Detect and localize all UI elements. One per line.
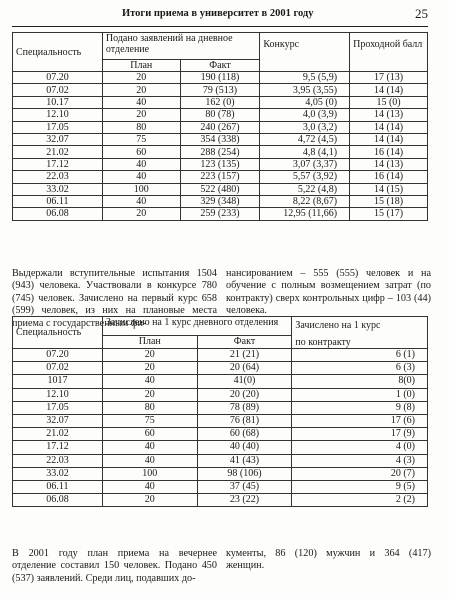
- table-cell: 4,0 (3,9): [260, 109, 350, 121]
- table-cell: 07.02: [13, 84, 103, 96]
- table-cell: 4,8 (4,1): [260, 146, 350, 158]
- table-cell: 40: [102, 96, 180, 108]
- col-plan: План: [102, 60, 180, 72]
- table-cell: 354 (338): [180, 133, 260, 145]
- table-cell: 06.11: [13, 480, 103, 493]
- table-cell: 98 (106): [197, 467, 292, 480]
- paragraph-evening-right: кументы, 86 (120) мужчин и 364 (417) женщин.: [226, 548, 431, 572]
- table-cell: 3,95 (3,55): [260, 84, 350, 96]
- table-cell: 40: [102, 375, 197, 388]
- table-cell: 14 (14): [350, 133, 428, 145]
- table-cell: 07.20: [13, 349, 103, 362]
- table-cell: 4,05 (0): [260, 96, 350, 108]
- col-konkurs: Конкурс: [260, 33, 350, 72]
- table-row: [13, 133, 428, 145]
- applications-table: [12, 32, 428, 221]
- table-cell: 9 (5): [292, 480, 428, 493]
- table-row: [13, 171, 428, 183]
- table-cell: 32.07: [13, 133, 103, 145]
- table-cell: 20: [102, 362, 197, 375]
- table-row: [13, 467, 428, 480]
- table-cell: 20: [102, 84, 180, 96]
- table-row: [13, 362, 428, 375]
- running-title: Итоги приема в университет в 2001 году: [122, 8, 314, 19]
- table-cell: 40: [102, 171, 180, 183]
- table-cell: 80: [102, 121, 180, 133]
- enrollment-table: [12, 316, 428, 507]
- table-cell: 14 (14): [350, 84, 428, 96]
- table-cell: 123 (135): [180, 158, 260, 170]
- table-row: [13, 158, 428, 170]
- table-cell: 20: [102, 494, 197, 507]
- table-row: [13, 84, 428, 96]
- table-cell: 40: [102, 454, 197, 467]
- contract-label-line1: Зачислено на 1 курс: [295, 320, 381, 331]
- contract-label-line2: по контракту: [295, 337, 351, 348]
- col-specialty: Специальность: [13, 317, 103, 349]
- table-cell: 06.08: [13, 208, 103, 220]
- table-cell: 14 (14): [350, 121, 428, 133]
- table-cell: 76 (81): [197, 414, 292, 427]
- table-cell: 60: [102, 428, 197, 441]
- table-row: [13, 401, 428, 414]
- table-cell: 06.11: [13, 195, 103, 207]
- table-cell: 6 (1): [292, 349, 428, 362]
- col-applications: Подано заявлений на дневное отделение: [102, 33, 259, 60]
- table-row: [13, 109, 428, 121]
- table-cell: 3,07 (3,37): [260, 158, 350, 170]
- table-cell: 07.02: [13, 362, 103, 375]
- table-cell: 22.03: [13, 171, 103, 183]
- table-cell: 75: [102, 133, 180, 145]
- table-cell: 522 (480): [180, 183, 260, 195]
- table-cell: 40: [102, 441, 197, 454]
- table-cell: 79 (513): [180, 84, 260, 96]
- col-contract: [292, 317, 428, 349]
- table-cell: 4 (0): [292, 441, 428, 454]
- table-row: [13, 121, 428, 133]
- table-cell: 20 (20): [197, 388, 292, 401]
- table-cell: 190 (118): [180, 72, 260, 84]
- table-cell: 16 (14): [350, 171, 428, 183]
- col-specialty: Специальность: [13, 33, 103, 72]
- table-cell: 22.03: [13, 454, 103, 467]
- table-cell: 1 (0): [292, 388, 428, 401]
- table-cell: 329 (348): [180, 195, 260, 207]
- table-row: [13, 208, 428, 220]
- table-cell: 33.02: [13, 183, 103, 195]
- table-cell: 14 (15): [350, 183, 428, 195]
- table-cell: 223 (157): [180, 171, 260, 183]
- table-cell: 15 (0): [350, 96, 428, 108]
- table-cell: 20 (64): [197, 362, 292, 375]
- paragraph-results-left: Выдержали вступительные испытания 1504 (943) человека. Участвовали в конкурсе 780 (745) человек. Зачислено на первый курс 658 (599) человек, из них на плановые места приема с государственным фи-: [12, 268, 217, 329]
- table-cell: 17 (9): [292, 428, 428, 441]
- table-cell: 78 (89): [197, 401, 292, 414]
- table-cell: 40: [102, 480, 197, 493]
- table-cell: 33.02: [13, 467, 103, 480]
- table-cell: 41(0): [197, 375, 292, 388]
- table-cell: 16 (14): [350, 146, 428, 158]
- table-cell: 9,5 (5,9): [260, 72, 350, 84]
- table-cell: 100: [102, 183, 180, 195]
- table-cell: 5,22 (4,8): [260, 183, 350, 195]
- paragraph-results-right: нансированием – 555 (555) человек и на обучение с полным возмещением затрат (по контракту) сверх контрольных цифр – 103 (44) человека.: [226, 268, 431, 317]
- table-row: [13, 96, 428, 108]
- table-cell: 5,57 (3,92): [260, 171, 350, 183]
- table-cell: 20: [102, 388, 197, 401]
- table-cell: 20: [102, 72, 180, 84]
- table-cell: 20 (7): [292, 467, 428, 480]
- table-cell: 4 (3): [292, 454, 428, 467]
- table-row: [13, 480, 428, 493]
- table-cell: 06.08: [13, 494, 103, 507]
- table-cell: 15 (18): [350, 195, 428, 207]
- col-fact: Факт: [180, 60, 260, 72]
- table-cell: 32.07: [13, 414, 103, 427]
- table-cell: 80: [102, 401, 197, 414]
- table-cell: 21 (21): [197, 349, 292, 362]
- table-cell: 20: [102, 109, 180, 121]
- table-cell: 100: [102, 467, 197, 480]
- table-cell: 12.10: [13, 388, 103, 401]
- col-pass-score: Проходной балл: [350, 33, 428, 72]
- table-cell: 40: [102, 158, 180, 170]
- table-row: [13, 375, 428, 388]
- table-cell: 17.12: [13, 158, 103, 170]
- table-cell: 21.02: [13, 428, 103, 441]
- table-cell: 17.05: [13, 121, 103, 133]
- table-cell: 80 (78): [180, 109, 260, 121]
- table-cell: 60 (68): [197, 428, 292, 441]
- table-cell: 07.20: [13, 72, 103, 84]
- table-row: [13, 441, 428, 454]
- col-plan: План: [102, 336, 197, 349]
- table-cell: 9 (8): [292, 401, 428, 414]
- table-cell: 162 (0): [180, 96, 260, 108]
- table-cell: 23 (22): [197, 494, 292, 507]
- table-cell: 1017: [13, 375, 103, 388]
- table-cell: 12,95 (11,66): [260, 208, 350, 220]
- table-cell: 14 (13): [350, 109, 428, 121]
- table-cell: 40 (40): [197, 441, 292, 454]
- col-enrolled: Зачислено на 1 курс дневного отделения: [102, 317, 291, 336]
- table-cell: 8,22 (8,67): [260, 195, 350, 207]
- page-number: 25: [415, 6, 428, 21]
- table-cell: 15 (17): [350, 208, 428, 220]
- table-cell: 8(0): [292, 375, 428, 388]
- table-cell: 6 (3): [292, 362, 428, 375]
- table-cell: 4,72 (4,5): [260, 133, 350, 145]
- table-cell: 75: [102, 414, 197, 427]
- table-row: [13, 414, 428, 427]
- table-row: [13, 494, 428, 507]
- table-row: [13, 349, 428, 362]
- table-cell: 240 (267): [180, 121, 260, 133]
- table-cell: 17.12: [13, 441, 103, 454]
- table-row: [13, 72, 428, 84]
- table-cell: 17 (13): [350, 72, 428, 84]
- table-cell: 10.17: [13, 96, 103, 108]
- table-cell: 288 (254): [180, 146, 260, 158]
- table-cell: 60: [102, 146, 180, 158]
- table-cell: 41 (43): [197, 454, 292, 467]
- table-row: [13, 146, 428, 158]
- table-cell: 17.05: [13, 401, 103, 414]
- table-cell: 40: [102, 195, 180, 207]
- table-cell: 3,0 (3,2): [260, 121, 350, 133]
- paragraph-evening-left: В 2001 году план приема на вечернее отделение составил 150 человек. Подано 450 (537) заявлений. Среди лиц, подавших до-: [12, 548, 217, 584]
- table-row: [13, 454, 428, 467]
- table-cell: 20: [102, 349, 197, 362]
- table-cell: 37 (45): [197, 480, 292, 493]
- table-row: [13, 388, 428, 401]
- table-row: [13, 195, 428, 207]
- table-cell: 12.10: [13, 109, 103, 121]
- page-header: [12, 6, 428, 27]
- table-cell: 2 (2): [292, 494, 428, 507]
- col-fact: Факт: [197, 336, 292, 349]
- table-cell: 20: [102, 208, 180, 220]
- table-cell: 259 (233): [180, 208, 260, 220]
- table-row: [13, 428, 428, 441]
- table-cell: 21.02: [13, 146, 103, 158]
- table-row: [13, 183, 428, 195]
- table-cell: 14 (13): [350, 158, 428, 170]
- table-cell: 17 (6): [292, 414, 428, 427]
